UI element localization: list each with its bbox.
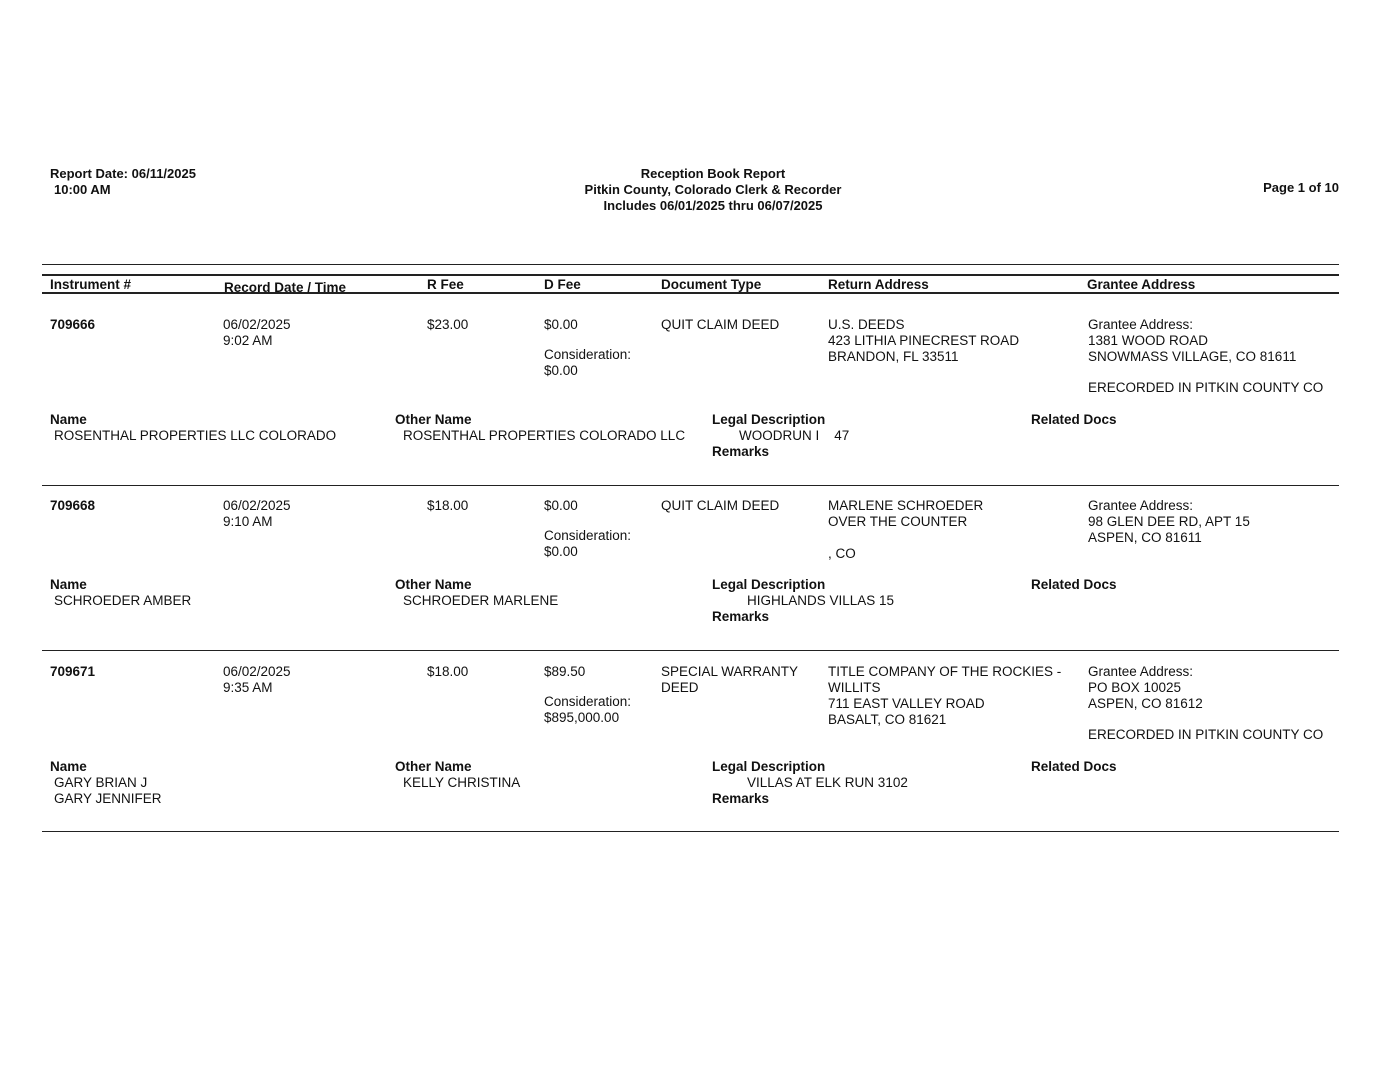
consideration-value: $0.00 [544, 544, 578, 559]
consideration-label: Consideration: [544, 694, 632, 709]
return-address-line3: 711 EAST VALLEY ROAD [828, 696, 985, 711]
legal-description-label: Legal Description [712, 412, 826, 427]
record-divider [42, 831, 1339, 832]
page-indicator: Page 1 of 10 [1263, 180, 1339, 195]
consideration-label: Consideration: [544, 528, 632, 543]
other-name-value: KELLY CHRISTINA [403, 775, 521, 790]
return-address-line1: TITLE COMPANY OF THE ROCKIES - [828, 664, 1062, 679]
document-type: QUIT CLAIM DEED [661, 498, 780, 513]
name-label: Name [50, 412, 87, 427]
consideration-label: Consideration: [544, 347, 632, 362]
header-rule-top-thin [42, 264, 1339, 265]
return-address-line1: U.S. DEEDS [828, 317, 905, 332]
col-grantee-address: Grantee Address [1087, 277, 1196, 292]
grantee-address-line2: SNOWMASS VILLAGE, CO 81611 [1088, 349, 1297, 364]
legal-description-value: HIGHLANDS VILLAS 15 [747, 593, 895, 608]
record-date: 06/02/2025 [223, 664, 291, 679]
grantee-address-line1: PO BOX 10025 [1088, 680, 1182, 695]
r-fee: $18.00 [427, 664, 469, 679]
grantee-address-label: Grantee Address: [1088, 664, 1194, 679]
grantee-address-label: Grantee Address: [1088, 498, 1194, 513]
remarks-label: Remarks [712, 791, 770, 806]
other-name-label: Other Name [395, 759, 472, 774]
related-docs-label: Related Docs [1031, 577, 1117, 592]
col-document-type: Document Type [661, 277, 762, 292]
name-label: Name [50, 759, 87, 774]
col-instrument: Instrument # [50, 277, 132, 292]
grantee-note: ERECORDED IN PITKIN COUNTY CO [1088, 727, 1324, 742]
name-value-2: GARY JENNIFER [54, 791, 162, 806]
grantee-address-line1: 98 GLEN DEE RD, APT 15 [1088, 514, 1250, 529]
instrument-number: 709671 [50, 664, 96, 679]
grantee-address-line2: ASPEN, CO 81612 [1088, 696, 1203, 711]
report-time: 10:00 AM [54, 182, 111, 197]
other-name-label: Other Name [395, 412, 472, 427]
report-date: Report Date: 06/11/2025 [50, 166, 196, 181]
return-address-line2: WILLITS [828, 680, 881, 695]
report-county: Pitkin County, Colorado Clerk & Recorder [584, 182, 842, 197]
col-record-date: Record Date / Time [224, 280, 347, 295]
record-709666 [0, 317, 1396, 485]
document-type-line2: DEED [661, 680, 699, 695]
report-title: Reception Book Report [640, 166, 786, 181]
record-time: 9:02 AM [223, 333, 273, 348]
record-time: 9:10 AM [223, 514, 273, 529]
r-fee: $23.00 [427, 317, 469, 332]
col-r-fee: R Fee [427, 277, 464, 292]
document-type: SPECIAL WARRANTY [661, 664, 799, 679]
name-value: ROSENTHAL PROPERTIES LLC COLORADO [54, 428, 337, 443]
legal-description-label: Legal Description [712, 759, 826, 774]
col-return-address: Return Address [828, 277, 929, 292]
d-fee: $0.00 [544, 498, 578, 513]
return-address-line2: 423 LITHIA PINECREST ROAD [828, 333, 1020, 348]
return-address-line3: BRANDON, FL 33511 [828, 349, 959, 364]
instrument-number: 709668 [50, 498, 96, 513]
return-address-line1: MARLENE SCHROEDER [828, 498, 984, 513]
return-address-line4: BASALT, CO 81621 [828, 712, 947, 727]
record-date: 06/02/2025 [223, 317, 291, 332]
report-title-block [0, 166, 1396, 214]
legal-description-label: Legal Description [712, 577, 826, 592]
return-address-line2: OVER THE COUNTER [828, 514, 968, 529]
grantee-address-line1: 1381 WOOD ROAD [1088, 333, 1209, 348]
col-d-fee: D Fee [544, 277, 581, 292]
legal-description-value: VILLAS AT ELK RUN 3102 [747, 775, 908, 790]
consideration-value: $895,000.00 [544, 710, 620, 725]
record-date: 06/02/2025 [223, 498, 291, 513]
report-range: Includes 06/01/2025 thru 06/07/2025 [603, 198, 823, 213]
grantee-note: ERECORDED IN PITKIN COUNTY CO [1088, 380, 1324, 395]
record-709671 [0, 664, 1396, 831]
grantee-address-label: Grantee Address: [1088, 317, 1194, 332]
name-label: Name [50, 577, 87, 592]
legal-description-value: WOODRUN I 47 [739, 428, 850, 443]
d-fee: $89.50 [544, 664, 586, 679]
consideration-value: $0.00 [544, 363, 578, 378]
d-fee: $0.00 [544, 317, 578, 332]
record-divider [42, 650, 1339, 651]
name-value: GARY BRIAN J [54, 775, 148, 790]
header-rule-top [42, 274, 1339, 276]
related-docs-label: Related Docs [1031, 412, 1117, 427]
r-fee: $18.00 [427, 498, 469, 513]
grantee-address-line2: ASPEN, CO 81611 [1088, 530, 1202, 545]
record-time: 9:35 AM [223, 680, 273, 695]
other-name-value: ROSENTHAL PROPERTIES COLORADO LLC [403, 428, 686, 443]
record-divider [42, 485, 1339, 486]
other-name-label: Other Name [395, 577, 472, 592]
remarks-label: Remarks [712, 609, 770, 624]
return-address-line4: , CO [828, 546, 856, 561]
instrument-number: 709666 [50, 317, 96, 332]
remarks-label: Remarks [712, 444, 770, 459]
record-709668 [0, 498, 1396, 650]
related-docs-label: Related Docs [1031, 759, 1117, 774]
name-value: SCHROEDER AMBER [54, 593, 192, 608]
document-type: QUIT CLAIM DEED [661, 317, 780, 332]
other-name-value: SCHROEDER MARLENE [403, 593, 559, 608]
